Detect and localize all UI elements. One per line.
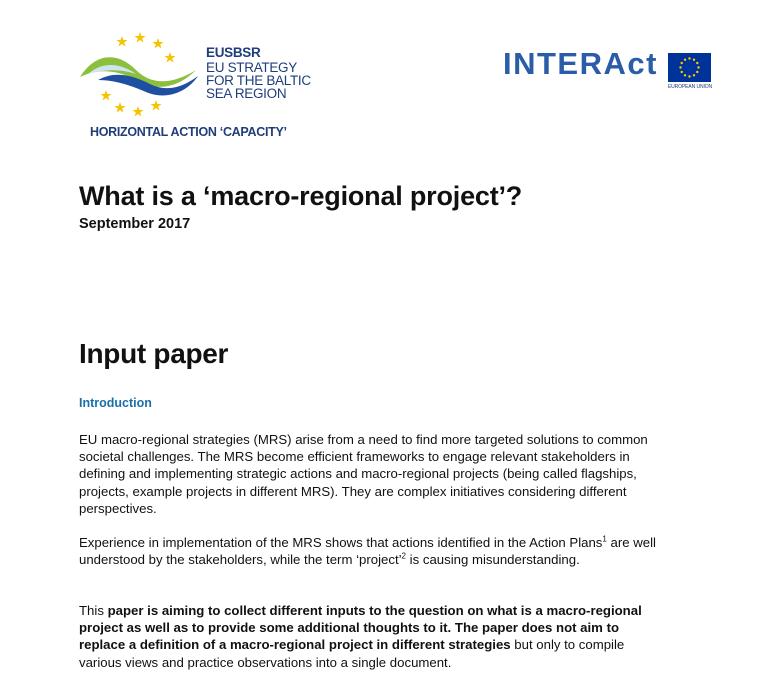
footnote-ref-1[interactable]: 1 — [602, 534, 607, 544]
section-title: Input paper — [79, 338, 229, 369]
paragraph-experience — [79, 534, 659, 568]
paragraph-text: is causing misunderstanding. — [406, 552, 580, 568]
paragraph-text: This — [79, 603, 108, 618]
introduction-heading: Introduction — [79, 396, 152, 410]
baltic-wave-emblem-icon — [78, 30, 203, 125]
document-date: September 2017 — [79, 216, 191, 232]
paragraph-text: are well understood by the stakeholders, while the term ‘project’ — [79, 535, 656, 568]
interact-logo: INTERAct — [503, 46, 658, 81]
paragraph-intro: EU macro-regional strategies (MRS) arise from a need to find more targeted solutions to common societal challenges. The MRS become efficient frameworks to engage relevant stakeholders in defining and implementing strategic actions and macro-regional projects (being called flagships, projects, example projects in different MRS). They are complex initiatives considering different perspectives. — [79, 432, 648, 516]
paragraph-text: Experience in implementation of the MRS shows that actions identified in the Action Plans — [79, 535, 603, 550]
eu-flag-icon — [668, 53, 711, 82]
eusbsr-subtitle-line: FOR THE BALTIC — [206, 73, 311, 88]
paragraph-aim — [79, 602, 659, 671]
eu-flag-caption: EUROPEAN UNION — [667, 84, 713, 90]
eusbsr-subtitle-line: SEA REGION — [206, 86, 287, 101]
eusbsr-name: EUSBSR — [206, 45, 261, 60]
eusbsr-logo — [78, 30, 318, 142]
paragraph-bold-text: paper is aiming to collect different inputs to the question on what is a macro-regional project as well as to provide some additional thoughts to it. The paper does not aim to replace a definition of a macro-regional project in different strategies — [79, 603, 642, 653]
footnote-ref-2[interactable]: 2 — [401, 551, 406, 561]
eusbsr-subtitle — [206, 61, 326, 100]
horizontal-action-label: HORIZONTAL ACTION ‘CAPACITY’ — [90, 125, 287, 139]
document-title: What is a ‘macro-regional project’? — [79, 181, 523, 211]
eusbsr-subtitle-line: EU STRATEGY — [206, 60, 297, 75]
paragraph-text: but only to compile various views and practice observations into a single document. — [79, 637, 625, 670]
